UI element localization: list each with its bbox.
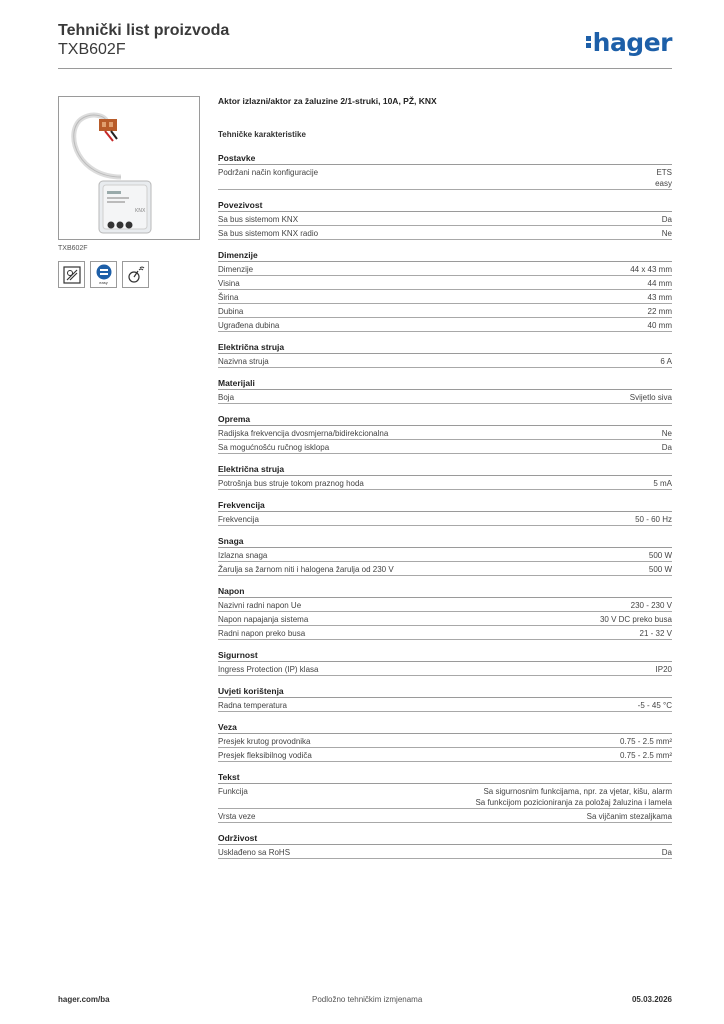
footer-website: hager.com/ba [58, 995, 110, 1004]
spec-value: 6 A [660, 357, 672, 366]
spec-label: Sa bus sistemom KNX [218, 215, 299, 224]
svg-text:KNX: KNX [135, 208, 146, 214]
spec-row [218, 354, 672, 368]
spec-value: 44 x 43 mm [630, 265, 672, 274]
spec-label: Ugrađena dubina [218, 321, 280, 330]
image-caption: TXB602F [58, 245, 88, 252]
spec-label: Presjek fleksibilnog vodiča [218, 751, 312, 760]
spec-label: Vrsta veze [218, 812, 256, 821]
spec-section [218, 585, 672, 640]
document-title: Tehnički list proizvoda [58, 22, 230, 39]
spec-section [218, 649, 672, 676]
spec-label: Usklađeno sa RoHS [218, 848, 291, 857]
spec-value: Da [661, 443, 672, 452]
section-title: Frekvencija [218, 499, 672, 512]
spec-value: Svijetlo siva [629, 393, 672, 402]
spec-label: Frekvencija [218, 515, 259, 524]
spec-row [218, 698, 672, 712]
spec-row [218, 165, 672, 190]
spec-value: 500 W [648, 565, 672, 574]
spec-label: Funkcija [218, 787, 248, 796]
spec-section [218, 463, 672, 490]
spec-row [218, 318, 672, 332]
spec-row [218, 390, 672, 404]
spec-section [218, 341, 672, 368]
spec-label: Ingress Protection (IP) klasa [218, 665, 319, 674]
section-title: Veza [218, 721, 672, 734]
spec-value: Sa vijčanim stezaljkama [586, 812, 672, 821]
spec-value: 230 - 230 V [630, 601, 672, 610]
spec-value: 0.75 - 2.5 mm² [619, 737, 672, 746]
spec-value: Ne [661, 429, 672, 438]
spec-label: Širina [218, 293, 239, 302]
spec-sections [218, 152, 672, 859]
tech-characteristics-heading: Tehničke karakteristike [218, 130, 306, 139]
knx-radio-icon [122, 261, 149, 288]
spec-section [218, 413, 672, 454]
product-title: Aktor izlazni/aktor za žaluzine 2/1-struki, 10A, PŽ, KNX [218, 96, 437, 106]
spec-label: Boja [218, 393, 235, 402]
spec-section [218, 377, 672, 404]
section-title: Oprema [218, 413, 672, 426]
spec-value: 5 mA [653, 479, 672, 488]
spec-label: Podržani način konfiguracije [218, 168, 319, 177]
spec-section [218, 771, 672, 823]
spec-value: 500 W [648, 551, 672, 560]
footer-disclaimer: Podložno tehničkim izmjenama [312, 995, 423, 1004]
section-title: Postavke [218, 152, 672, 165]
spec-value: -5 - 45 °C [637, 701, 672, 710]
spec-value: Sa sigurnosnim funkcijama, npr. za vjetar, kišu, alarm Sa funkcijom pozicioniranja za položaj žaluzina i lamela [475, 787, 672, 807]
spec-label: Radijska frekvencija dvosmjerna/bidirekcionalna [218, 429, 389, 438]
spec-label: Nazivna struja [218, 357, 269, 366]
product-photo-illustration [59, 97, 199, 239]
spec-value: ETS easy [655, 168, 672, 188]
spec-label: Napon napajanja sistema [218, 615, 309, 624]
easy-label: easy [99, 280, 108, 285]
spec-label: Žarulja sa žarnom niti i halogena žarulja od 230 V [218, 565, 394, 574]
spec-row [218, 262, 672, 276]
spec-value: 0.75 - 2.5 mm² [619, 751, 672, 760]
section-title: Dimenzije [218, 249, 672, 262]
spec-label: Radni napon preko busa [218, 629, 306, 638]
spec-value: IP20 [655, 665, 672, 674]
section-title: Povezivost [218, 199, 672, 212]
spec-section [218, 832, 672, 859]
spec-label: Dimenzije [218, 265, 254, 274]
spec-row [218, 226, 672, 240]
spec-label: Sa bus sistemom KNX radio [218, 229, 319, 238]
spec-row [218, 784, 672, 809]
section-title: Električna struja [218, 463, 672, 476]
section-title: Materijali [218, 377, 672, 390]
spec-row [218, 845, 672, 859]
spec-value: 44 mm [647, 279, 672, 288]
spec-section [218, 535, 672, 576]
spec-value: Da [661, 215, 672, 224]
spec-row [218, 598, 672, 612]
section-title: Sigurnost [218, 649, 672, 662]
spec-label: Radna temperatura [218, 701, 287, 710]
page-header [58, 22, 672, 69]
spec-row [218, 748, 672, 762]
hager-logo [586, 28, 672, 57]
spec-label: Potrošnja bus struje tokom praznog hoda [218, 479, 364, 488]
section-title: Napon [218, 585, 672, 598]
spec-value: Da [661, 848, 672, 857]
spec-row [218, 734, 672, 748]
spec-row [218, 612, 672, 626]
spec-section [218, 199, 672, 240]
spec-label: Visina [218, 279, 240, 288]
spec-row [218, 212, 672, 226]
spec-row [218, 562, 672, 576]
section-title: Električna struja [218, 341, 672, 354]
spec-section [218, 499, 672, 526]
spec-row [218, 512, 672, 526]
easy-icon [90, 261, 117, 288]
section-title: Tekst [218, 771, 672, 784]
spec-value: 50 - 60 Hz [635, 515, 672, 524]
spec-section [218, 721, 672, 762]
feature-badges [58, 261, 200, 288]
spec-value: 40 mm [647, 321, 672, 330]
spec-row [218, 276, 672, 290]
spec-row [218, 304, 672, 318]
spec-label: Izlazna snaga [218, 551, 268, 560]
product-image [58, 96, 200, 240]
section-title: Održivost [218, 832, 672, 845]
spec-row [218, 662, 672, 676]
spec-value: 30 V DC preko busa [599, 615, 672, 624]
product-code: TXB602F [58, 41, 126, 58]
spec-section [218, 152, 672, 190]
footer-date: 05.03.2026 [631, 995, 672, 1004]
spec-value: 21 - 32 V [639, 629, 672, 638]
spec-section [218, 685, 672, 712]
spec-label: Sa mogućnošću ručnog isklopa [218, 443, 330, 452]
section-title: Uvjeti korištenja [218, 685, 672, 698]
section-title: Snaga [218, 535, 672, 548]
spec-row [218, 290, 672, 304]
spec-label: Nazivni radni napon Ue [218, 601, 302, 610]
spec-row [218, 476, 672, 490]
specifications [218, 96, 672, 868]
spec-row [218, 809, 672, 823]
spec-row [218, 426, 672, 440]
logo-text: hager [592, 28, 672, 57]
spec-label: Presjek krutog provodnika [218, 737, 311, 746]
spec-label: Dubina [218, 307, 244, 316]
product-media [58, 96, 200, 288]
spec-row [218, 548, 672, 562]
spec-section [218, 249, 672, 332]
spec-row [218, 440, 672, 454]
spec-value: 43 mm [647, 293, 672, 302]
spec-row [218, 626, 672, 640]
installation-icon [58, 261, 85, 288]
spec-value: Ne [661, 229, 672, 238]
spec-value: 22 mm [647, 307, 672, 316]
logo-dots-icon [586, 34, 591, 50]
